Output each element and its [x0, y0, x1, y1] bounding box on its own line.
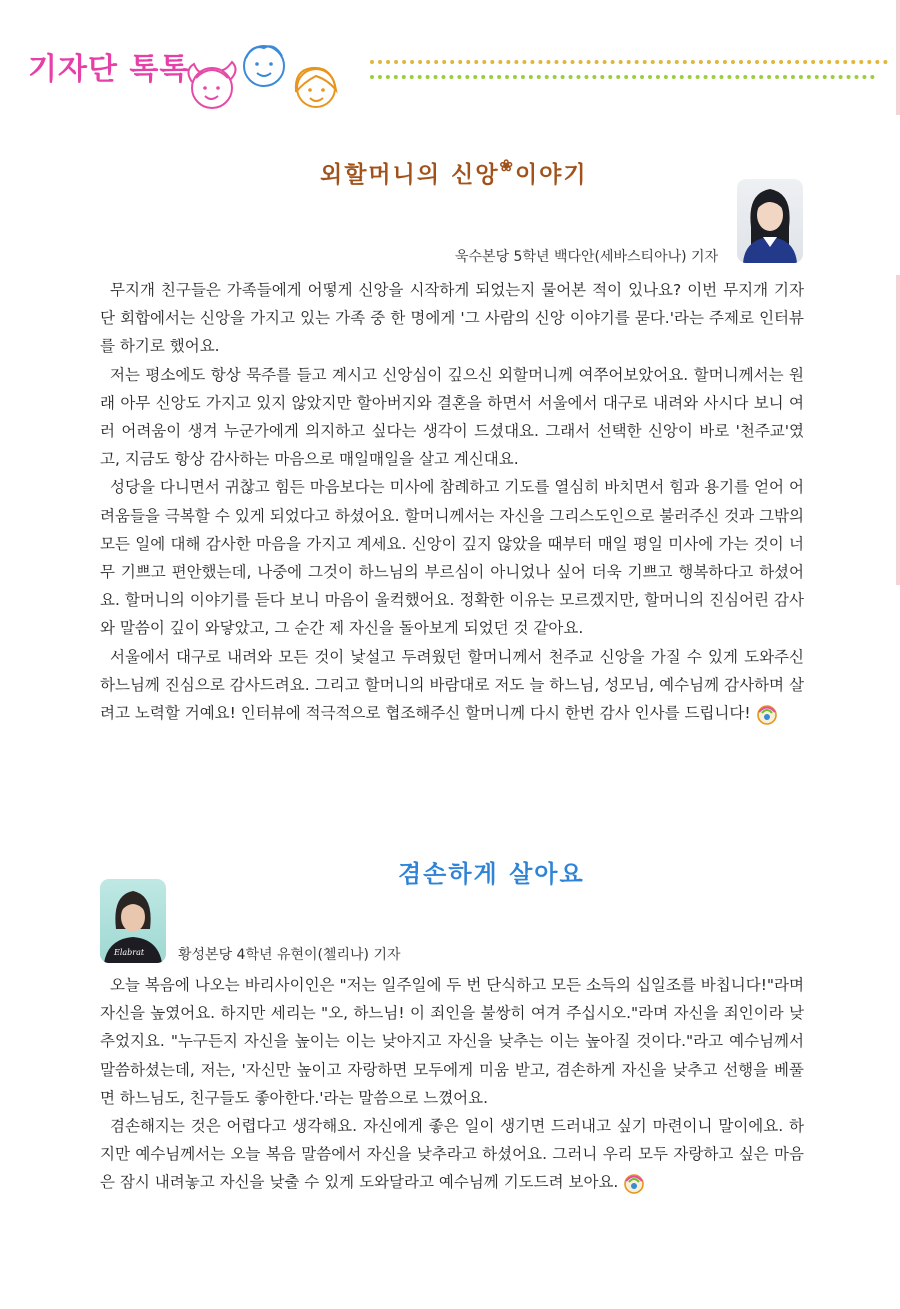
reporter-portrait-image: [737, 179, 803, 263]
section-header: [0, 0, 900, 120]
article-paragraph: 성당을 다니면서 귀찮고 힘든 마음보다는 미사에 참례하고 기도를 열심히 바치면서 힘과 용기를 얻어 어려움들을 극복할 수 있게 되었다고 하셨어요. 할머니께서는 자신을 그리스도인으로 불러주신 것과 그밖의 모든 일에 대해 감사한 마음을 가지고 계세요. 신앙이 깊지 않았을 때부터 매일 평일 미사에 가는 것이 너무 기쁘고 편안했는데, 나중에 그것이 하느님의 부르심이 아니었나 싶어 더욱 기쁘고 행복하다고 하셨어요. 할머니의 이야기를 듣다 보니 마음이 울컥했어요. 정확한 이유는 모르겠지만, 할머니의 진심어린 감사와 말씀이 깊이 와닿았고, 그 순간 제 자신을 돌아보게 되었던 것 같아요.: [100, 478, 804, 638]
kids-faces-icon: [180, 40, 350, 115]
article-paragraph: [100, 1112, 804, 1197]
article-paragraph: 저는 평소에도 항상 묵주를 들고 계시고 신앙심이 깊으신 외할머니께 여쭈어보았어요. 할머니께서는 원래 아무 신앙도 가지고 있지 않았지만 할아버지와 결혼을 하면서 서울에서 대구로 내려와 사시다 보니 여러 어려움이 생겨 누군가에게 의지하고 싶다는 생각이 드셨대요. 그래서 선택한 신앙이 바로 '천주교'였고, 지금도 항상 감사하는 마음으로 매일매일을 살고 계신대요.: [100, 365, 804, 469]
article-body: [100, 276, 804, 727]
article-body: [100, 971, 804, 1197]
article-paragraph: [100, 643, 804, 728]
article-paragraph-text: 서울에서 대구로 내려와 모든 것이 낯설고 두려웠던 할머니께서 천주교 신앙을 가질 수 있게 도와주신 하느님께 진심으로 감사드려요. 그리고 할머니의 바람대로 저도 늘 하느님, 성모님, 예수님께 감사하며 살려고 노력할 거예요! 인터뷰에 적극적으로 협조해주신 할머니께 다시 한번 감사 인사를 드립니다!: [100, 647, 804, 723]
svg-text:Elabrat: Elabrat: [114, 948, 145, 957]
article-title-text: 외할머니의 신앙: [320, 161, 500, 188]
article-title: [320, 156, 588, 189]
article-paragraph: 오늘 복음에 나오는 바리사이인은 "저는 일주일에 두 번 단식하고 모든 소득의 십일조를 바칩니다!"라며 자신을 높였어요. 하지만 세리는 "오, 하느님! 이 죄인을 불쌍히 여겨 주십시오."라며 자신을 죄인이라 낮추었지요. "누구든지 자신을 높이는 이는 낮아지고 자신을 낮추는 이는 높아질 것이다."라고 예수님께서 말씀하셨는데, 저는, '자신만 높이고 자랑하면 모두에게 미움 받고, 겸손하게 자신을 낮추고 선행을 베풀면 하느님도, 친구들도 좋아한다.'라는 말씀으로 느꼈어요.: [100, 976, 804, 1107]
header-dotted-line-green: [370, 75, 875, 79]
section-title: 기자단 톡톡: [28, 52, 190, 87]
reporter-byline: 황성본당 4학년 유현이(첼리나) 기자: [178, 947, 401, 963]
rainbow-sticker-icon: [622, 1172, 646, 1194]
reporter-photo: [737, 179, 803, 263]
article-paragraph: 무지개 친구들은 가족들에게 어떻게 신앙을 시작하게 되었는지 물어본 적이 있나요? 이번 무지개 기자단 회합에서는 신앙을 가지고 있는 가족 중 한 명에게 '그 사람의 신앙 이야기를 묻다.'라는 주제로 인터뷰를 하기로 했어요.: [100, 281, 804, 356]
reporter-byline: 욱수본당 5학년 백다안(세바스티아나) 기자: [455, 249, 719, 265]
article-paragraph-text: 겸손해지는 것은 어렵다고 생각해요. 자신에게 좋은 일이 생기면 드러내고 싶기 마련이니 말이에요. 하지만 예수님께서는 오늘 복음 말씀에서 자신을 낮추라고 하셨어요. 그러니 우리 모두 자랑하고 싶은 마음은 잠시 내려놓고 자신을 낮출 수 있게 도와달라고 예수님께 기도드려 보아요.: [100, 1117, 804, 1192]
flower-icon: ❀: [499, 156, 515, 175]
article-title-text-suffix: 이야기: [514, 161, 588, 188]
article-title: 겸손하게 살아요: [398, 859, 585, 888]
rainbow-sticker-icon: [755, 703, 779, 725]
reporter-photo: [100, 879, 166, 963]
reporter-portrait-image: [100, 879, 166, 963]
header-dotted-line-yellow: [370, 60, 888, 64]
page-edge-bar: [896, 275, 900, 585]
